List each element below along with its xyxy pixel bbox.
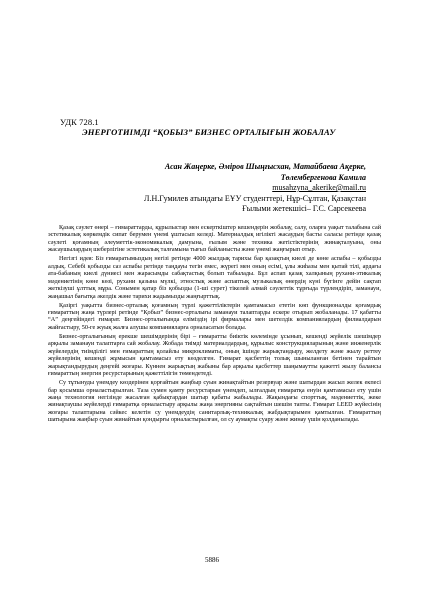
author-names-line-1: Асан Жаңерке, Әміров Шыңғысхан, Матайбаева Ақерке, bbox=[164, 162, 366, 171]
body-paragraph: Бизнес-орталығының ерекше шешімдерінің бірі – ғимаратты биіктік көлемінде ұсынып, кешенді жүйелік шешімдер арқылы заманауи талаптарға сай жобалау. Жобада тиімді материалдардың, құрылыс конструкцияларының және инженерлік жүйелердің тиімділігі мен ғимараттың қолайлы микроклиматы, оның ішінде жарықтандыру, желдету және жылу реттеу жүйелерінің кешенді жұмысын қамтамасыз ету көзделген. Ғимарат қасбеттің толық шыныланған бетінен тарайтын жарықтандырудың деңгейі жоғары. Күннен жарықтың жабыны бар арқылы қасбеттер шаңымаутты қажетті жылу балансы ғимараттың энергия ресурстарының қажеттілігін төмендетеді. bbox=[48, 332, 381, 378]
author-email-link[interactable]: musahzyna_akerike@mail.ru bbox=[272, 183, 366, 192]
author-names-line-2: Төлембергенова Камила bbox=[280, 172, 366, 182]
page-number: 5886 bbox=[205, 556, 219, 564]
body-paragraph: Су тұтынуды үнемдеу көздерінен қорғайтын жаңбыр суын жинақтайтын резервуар және шатырдан жасыл желек екпесі бар қосымша орналастырылған. Таза сумен қамту ресурстарын үнемдеп, ылғалдың ғимаратқа енуін қамтамасыз ету үшін жаңа технология негізінде жасалған қабықтардан шатыр қабаты жабылады. Жақындағы спорттық, мәдениеттік, жеке жинақтаушы жүйелерді ғимаратқа орналастыру арқылы жаңа энергияны сақтайтын шешім тапты. Ғимарат LEED жүйесінің жоғары талаптарына сәйкес келетін су үнемдеудің санитарлық-техникалық жабдықтарымен қамтылған. Ғимараттың шатырына жаңбыр суын жинайтын қондырғы орналастырылған, ол су аумақты суару және жинау үшін қолданылады. bbox=[48, 379, 381, 424]
paper-title: ЭНЕРГОТИІМДІ “ҚОБЫЗ” БИЗНЕС ОРТАЛЫҒЫН ЖОБАЛАУ bbox=[82, 127, 336, 137]
udk-code: УДК 728.1 bbox=[60, 117, 99, 127]
author-block bbox=[144, 162, 366, 215]
scientific-supervisor: Ғылыми жетекшісі– Г.С. Сарсекеева bbox=[242, 204, 366, 213]
body-paragraph: Негізгі идея: Біз ғимаратымыздың негізі ретінде 4000 жылдық тарихы бар қазақтың киелі де көне аспабы – қобызды алдық. Себебі қобызды саз аспабы ретінде таңдауы тегін емес, жүрегі мен оның есімі, ұлы жиһазы мен қытай тілі, ардағы ата-бабаның киелі дүниесі мен жарасымды сабақтастық болып табылады. Бұл аспап қазақ халқының рухани-этикалық мәдениетінің көне көзі, рухани қазына мүлкі, этностық және аспаптық музыкалық өнердің күні бүгінге дейін сақтап жеткізуші ұлттық мұра. Сонымен қатар біз қобызды (1-ші сурет) тікелей алмай сәулеттік тұрғыда түрлендіріп, заманауи, жаңашыл бағытқа әкелдік және тарихи жадымызды жаңғырттық. bbox=[48, 255, 381, 300]
author-affiliation: Л.Н.Гумилев атындағы ЕҰУ студенттері, Нұр-Сұлтан, Қазақстан bbox=[144, 193, 366, 203]
body-paragraph: Қазіргі уақытта бизнес-орталық қоғамның түрлі қажеттіліктерін қамтамасыз ететін көп функционалды қоғамдық ғимараттың жаңа түрлері ретінде “Қобыз” бизнес-орталығы заманауи талаптарды ескере отырып жобаланады. 17 қабатты “А” деңгейіндегі ғимарат. Бизнес-орталығында еліміздің ірі фирмалары мен шетелдік компаниялардың филиалдарын жайғастыру, 50-ге жуық жалға алушы компанияларға орналасатын болады. bbox=[48, 301, 381, 331]
article-body bbox=[48, 224, 381, 425]
body-paragraph: Қазақ сәулет өнері – ғимараттарды, құрылыстар мен ескерткіштер кешендерін жобалау, салу, оларға уақыт талабына сай эстетикалық көркемдік сипат берумен үнемі ұштасып келеді. Материалдық игілікті жасаудың басты саласы ретінде қазақ сәулеті қоғамның әлеуметтік-экономикалық дамуына, ғылым және техника жетістіктерінің жинақталуына, оны жасаушылардың шеберлігіне эстетикалық талғамына тығыз байланысты және үнемі жаңғырып отыр. bbox=[48, 224, 381, 254]
